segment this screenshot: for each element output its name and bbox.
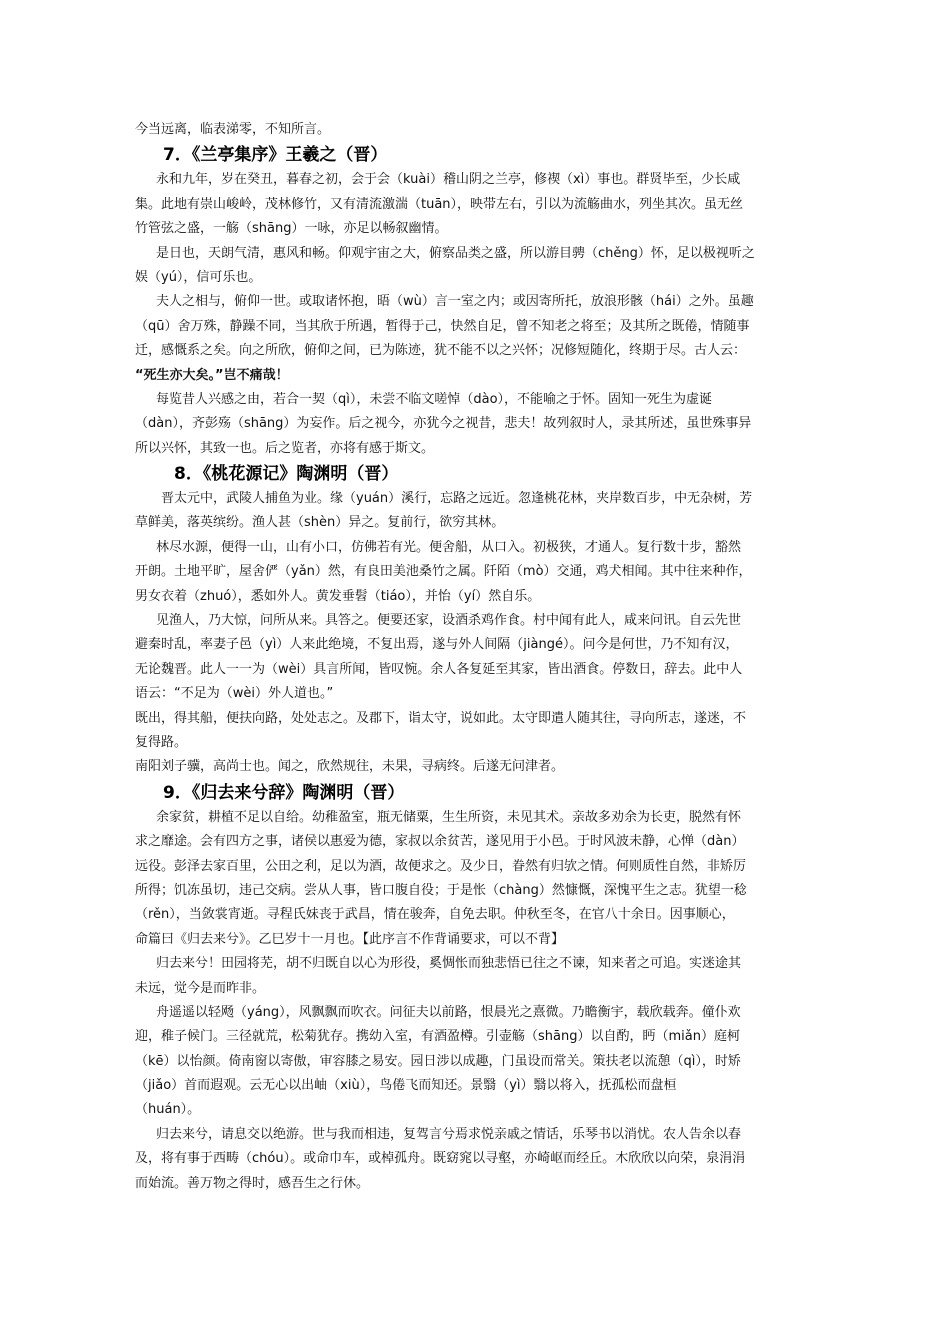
text-line: 草鲜美，落英缤纷。渔人甚（shèn）异之。复前行，欲穷其林。 [135, 515, 505, 531]
text-line: 归去来兮，请息交以绝游。世与我而相违，复驾言兮焉求悦亲戚之情话，乐琴书以消忧。农人告余以春 [156, 1126, 742, 1142]
text-line: 及，将有事于西畴（chóu）。或命巾车，或棹孤舟。既窈窕以寻壑，亦崎岖而经丘。木欣欣以向荣，泉涓涓 [135, 1151, 746, 1167]
text-line: （huán）。 [135, 1102, 201, 1118]
text-line: 林尽水源，便得一山，山有小口，仿佛若有光。便舍船，从口入。初极狭，才通人。复行数十步，豁然 [156, 539, 742, 555]
text-line: 而始流。善万物之得时，感吾生之行休。 [135, 1175, 370, 1191]
text-line: 所得；饥冻虽切，违己交病。尝从人事，皆口腹自役；于是怅（chàng）然慷慨，深愧平生之志。犹望一稔 [135, 882, 747, 898]
text-line: 语云：“不足为（wèi）外人道也。” [135, 686, 334, 702]
text-line: 迁，感慨系之矣。向之所欣，俯仰之间，已为陈迹，犹不能不以之兴怀；况修短随化，终期于尽。古人云： [135, 343, 747, 359]
text-line: （jiǎo）首而遐观。云无心以出岫（xiù），鸟倦飞而知还。景翳（yì）翳以将入，抚孤松而盘桓 [135, 1078, 677, 1094]
text-line: 晋太元中，武陵人捕鱼为业。缘（yuán）溪行，忘路之远近。忽逢桃花林，夹岸数百步，中无杂树，芳 [161, 491, 753, 507]
text-line: （kē）以怡颜。倚南窗以寄傲，审容膝之易安。园日涉以成趣，门虽设而常关。策扶老以流憩（qì），时矫 [135, 1053, 741, 1069]
text-line: 命篇曰《归去来兮》。乙巳岁十一月也。【此序言不作背诵要求，可以不背】 [135, 931, 565, 947]
text-line: 见渔人，乃大惊，问所从来。具答之。便要还家，设酒杀鸡作食。村中闻有此人，咸来问讯。自云先世 [156, 613, 742, 629]
section-heading: 8．《桃花源记》陶渊明（晋） [174, 464, 399, 485]
document-page [135, 118, 817, 1196]
text-line: 开朗。土地平旷，屋舍俨（yǎn）然，有良田美池桑竹之属。阡陌（mò）交通，鸡犬相闻。其中往来种作， [135, 564, 752, 580]
text-line: 迎，稚子候门。三径就荒，松菊犹存。携幼入室，有酒盈樽。引壶觞（shāng）以自酌，眄（miǎn）庭柯 [135, 1029, 740, 1045]
text-line: 舟遥遥以轻飏（yáng），风飘飘而吹衣。问征夫以前路，恨晨光之熹微。乃瞻衡宇，载欣载奔。僮仆欢 [156, 1004, 741, 1020]
text-line: （rěn），当敛裳宵逝。寻程氏妹丧于武昌，情在骏奔，自免去职。仲秋至冬，在官八十余日。因事顺心， [135, 907, 735, 923]
text-line: 今当远离，临表涕零，不知所言。 [135, 122, 331, 137]
text-line: 夫人之相与，俯仰一世。或取诸怀抱，晤（wù）言一室之内；或因寄所托，放浪形骸（hái）之外。虽趣 [156, 294, 754, 310]
text-line: （qū）舍万殊，静躁不同，当其欣于所遇，暂得于己，快然自足，曾不知老之将至；及其所之既倦，情随事 [135, 318, 750, 334]
section-heading: 9．《归去来兮辞》陶渊明（晋） [163, 782, 405, 803]
text-line: 集。此地有崇山峻岭，茂林修竹，又有清流激湍（tuān），映带左右，引以为流觞曲水，列坐其次。虽无丝 [135, 196, 744, 212]
text-line: 避秦时乱，率妻子邑（yì）人来此绝境，不复出焉，遂与外人间隔（jiàngé）。问今是何世，乃不知有汉， [135, 637, 739, 653]
text-line: 无论魏晋。此人一一为（wèi）具言所闻，皆叹惋。余人各复延至其家，皆出酒食。停数日，辞去。此中人 [135, 661, 743, 677]
text-line: 男女衣着（zhuó），悉如外人。黄发垂髫（tiáo），并怡（yí）然自乐。 [135, 588, 541, 604]
text-line: （dàn），齐彭殇（shāng）为妄作。后之视今，亦犹今之视昔，悲夫！故列叙时人，录其所述，虽世殊事异 [135, 416, 752, 432]
text-line: 归去来兮！田园将芜，胡不归既自以心为形役，奚惆怅而独悲悟已往之不谏，知来者之可追。实迷途其 [156, 956, 742, 972]
text-line: 复得路。 [135, 734, 188, 750]
text-line: 所以兴怀，其致一也。后之览者，亦将有感于斯文。 [135, 440, 435, 456]
section-heading: 7．《兰亭集序》王羲之（晋） [163, 145, 388, 166]
text-line: 娱（yú），信可乐也。 [135, 269, 262, 285]
text-line: 永和九年，岁在癸丑，暮春之初，会于会（kuài）稽山阴之兰亭，修禊（xì）事也。群贤毕至，少长咸 [156, 172, 741, 188]
text-line: 求之靡途。会有四方之事，诸侯以惠爱为德，家叔以余贫苦，遂见用于小邑。于时风波未静，心惮（dàn） [135, 834, 745, 850]
text-line: 远役。彭泽去家百里，公田之利，足以为酒，故便求之。及少日，眷然有归欤之情。何则质性自然，非矫厉 [135, 858, 747, 874]
text-line: “死生亦大矣。”岂不痛哉！ [135, 367, 289, 383]
text-line: 南阳刘子骥，高尚士也。闻之，欣然规往，未果，寻病终。后遂无问津者。 [135, 759, 565, 775]
text-line: 每览昔人兴感之由，若合一契（qì），未尝不临文嗟悼（dào），不能喻之于怀。固知一死生为虚诞 [156, 391, 713, 407]
text-line: 竹管弦之盛，一觞（shāng）一咏，亦足以畅叙幽情。 [135, 221, 448, 237]
text-line: 既出，得其船，便扶向路，处处志之。及郡下，诣太守，说如此。太守即遣人随其往，寻向所志，遂迷，不 [135, 710, 747, 726]
text-line: 是日也，天朗气清，惠风和畅。仰观宇宙之大，俯察品类之盛，所以游目骋（chěng）怀，足以极视听之 [156, 245, 755, 261]
text-line: 余家贫，耕植不足以自给。幼稚盈室，瓶无储粟，生生所资，未见其术。亲故多劝余为长吏，脱然有怀 [156, 809, 742, 825]
text-line: 未远，觉今是而昨非。 [135, 980, 266, 996]
